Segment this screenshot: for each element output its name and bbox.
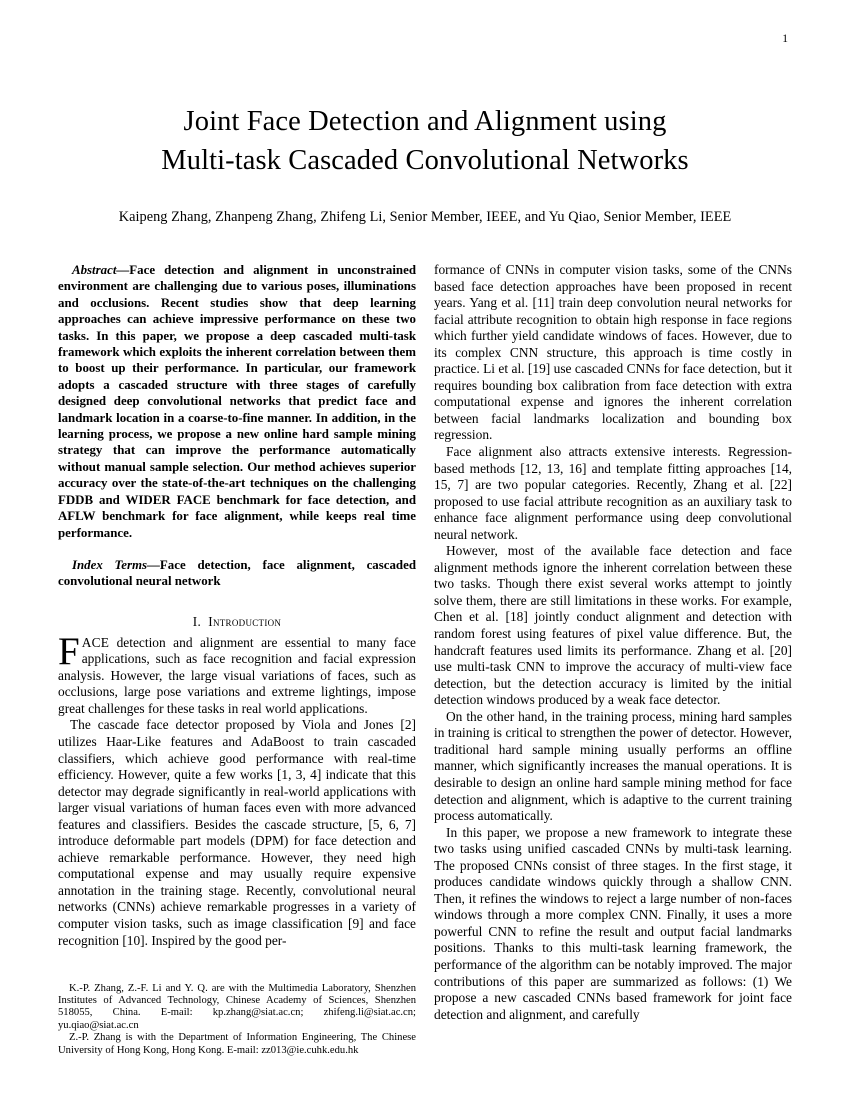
right-paragraph-5: In this paper, we propose a new framework to integrate these two tasks using unified cascaded CNNs by multi-task learning. The proposed CNNs consist of three stages. In the first stage, it produces candidate windows quickly through a shallow CNN. Then, it refines the windows to reject a large number of non-faces windows through a more complex CNN. Finally, it uses a more powerful CNN to refine the result and output facial landmarks positions. Thanks to this multi-task learning framework, the performance of the algorithm can be notably improved. The major contributions of this paper are summarized as follows: (1) We propose a new cascaded CNNs based framework for joint face detection and alignment, and carefully	[434, 824, 792, 1022]
paper-title-line-1: Joint Face Detection and Alignment using	[183, 106, 667, 137]
title-block	[58, 102, 792, 227]
drop-cap: F	[58, 629, 80, 673]
abstract-text: Face detection and alignment in unconstrained environment are challenging due to various poses, illuminations and occlusions. Recent studies show that deep learning approaches can achieve impressive performance on these two tasks. In this paper, we propose a deep cascaded multi-task framework which exploits the inherent correlation between them to boost up their performance. In particular, our framework adopts a cascaded structure with three stages of carefully designed deep convolutional networks that predict face and landmark location in a coarse-to-fine manner. In addition, in the learning process, we propose a new online hard sample mining strategy that can improve the performance automatically without manual sample selection. Our method achieves superior accuracy over the state-of-the-art techniques on the challenging FDDB and WIDER FACE benchmark for face detection, and AFLW benchmark for face alignment, while keeps real time performance.	[58, 263, 416, 540]
intro-paragraph-2: The cascade face detector proposed by Viola and Jones [2] utilizes Haar-Like features and AdaBoost to train cascaded classifiers, which achieve good performance with real-time efficiency. However, quite a few works [1, 3, 4] indicate that this detector may degrade significantly in real-world applications with larger visual variations of human faces even with more advanced features and classifiers. Besides the cascade structure, [5, 6, 7] introduce deformable part models (DPM) for face detection and achieve remarkable performance. However, they need high computational expense and may usually require expensive annotation in the training stage. Recently, convolutional neural networks (CNNs) achieve remarkable progresses in a variety of computer vision tasks, such as image classification [9] and face recognition [10]. Inspired by the good per-	[58, 717, 416, 948]
intro-paragraph-1	[58, 629, 416, 718]
abstract-label: Abstract—	[72, 263, 130, 277]
intro-paragraph-1-text: detection and alignment are essential to many face applications, such as face recognition and facial expression analysis. However, the large visual variations of faces, such as occlusions, large pose variations and extreme lightings, impose great challenges for these tasks in real world applications.	[58, 634, 416, 716]
abstract-paragraph	[58, 262, 416, 541]
intro-smallcaps-lead: ACE	[81, 634, 110, 650]
footnote-1: K.-P. Zhang, Z.-F. Li and Y. Q. are with the Multimedia Laboratory, Shenzhen Institutes of Advanced Technology, Chinese Academy of Sciences, Shenzhen 518055, China. E-mail: kp.zhang@siat.ac.cn; zhifeng.li@siat.ac.cn; yu.qiao@siat.ac.cn	[58, 982, 416, 1031]
section-number: I.	[192, 613, 202, 629]
index-terms-paragraph	[58, 557, 416, 590]
right-paragraph-2: Face alignment also attracts extensive interests. Regression-based methods [12, 13, 16] and template fitting approaches [14, 15, 7] are two popular categories. Recently, Zhang et al. [22] proposed to use facial attribute recognition as an auxiliary task to enhance face alignment performance using deep convolutional neural network.	[434, 444, 792, 542]
footnote-2: Z.-P. Zhang is with the Department of Information Engineering, The Chinese University of Hong Kong, Hong Kong. E-mail: zz013@ie.cuhk.edu.hk	[58, 1032, 416, 1056]
page-number: 1	[782, 33, 788, 45]
section-title: Introduction	[208, 613, 282, 629]
index-terms-text: Face detection, face alignment, cascaded convolutional neural network	[58, 557, 416, 589]
right-paragraph-1: formance of CNNs in computer vision tasks, some of the CNNs based face detection approaches have been proposed in recent years. Yang et al. [11] train deep convolution neural networks for facial attribute recognition to obtain high response in face regions which further yield candidate windows of faces. However, due to its complex CNN structure, this approach is time costly in practice. Li et al. [19] use cascaded CNNs for face detection, but it requires bounding box calibration from face detection with extra computational expense and ignores the inherent correlation between facial landmarks localization and bounding box regression.	[434, 262, 792, 443]
body-columns	[58, 262, 792, 1057]
right-column	[434, 262, 792, 1057]
left-column	[58, 262, 416, 1057]
page-title	[58, 102, 792, 180]
index-terms-label: Index Terms—	[72, 557, 160, 572]
footnote-block	[58, 983, 416, 1057]
right-paragraph-3: However, most of the available face detection and face alignment methods ignore the inherent correlation between these two tasks. Though there exist several works attempt to jointly solve them, there are still limitations in these works. For example, Chen et al. [18] jointly conduct alignment and detection with random forest using features of pixel value difference. But, the handcraft features used limits its performance. Zhang et al. [20] use multi-task CNN to improve the accuracy of multi-view face detection, but the detection accuracy is limited by the initial detection windows produced by a weak face detector.	[434, 543, 792, 708]
right-paragraph-4: On the other hand, in the training process, mining hard samples in training is critical to strengthen the power of detector. However, traditional hard sample mining usually performs an offline manner, which significantly increases the manual operations. It is desirable to design an online hard sample mining method for face detection and alignment, which is adaptive to the current training process automatically.	[434, 708, 792, 824]
author-list: Kaipeng Zhang, Zhanpeng Zhang, Zhifeng Li, Senior Member, IEEE, and Yu Qiao, Senior Member, IEEE	[118, 209, 732, 225]
section-heading-introduction	[58, 614, 416, 630]
paper-title-line-2: Multi-task Cascaded Convolutional Networks	[161, 145, 689, 176]
